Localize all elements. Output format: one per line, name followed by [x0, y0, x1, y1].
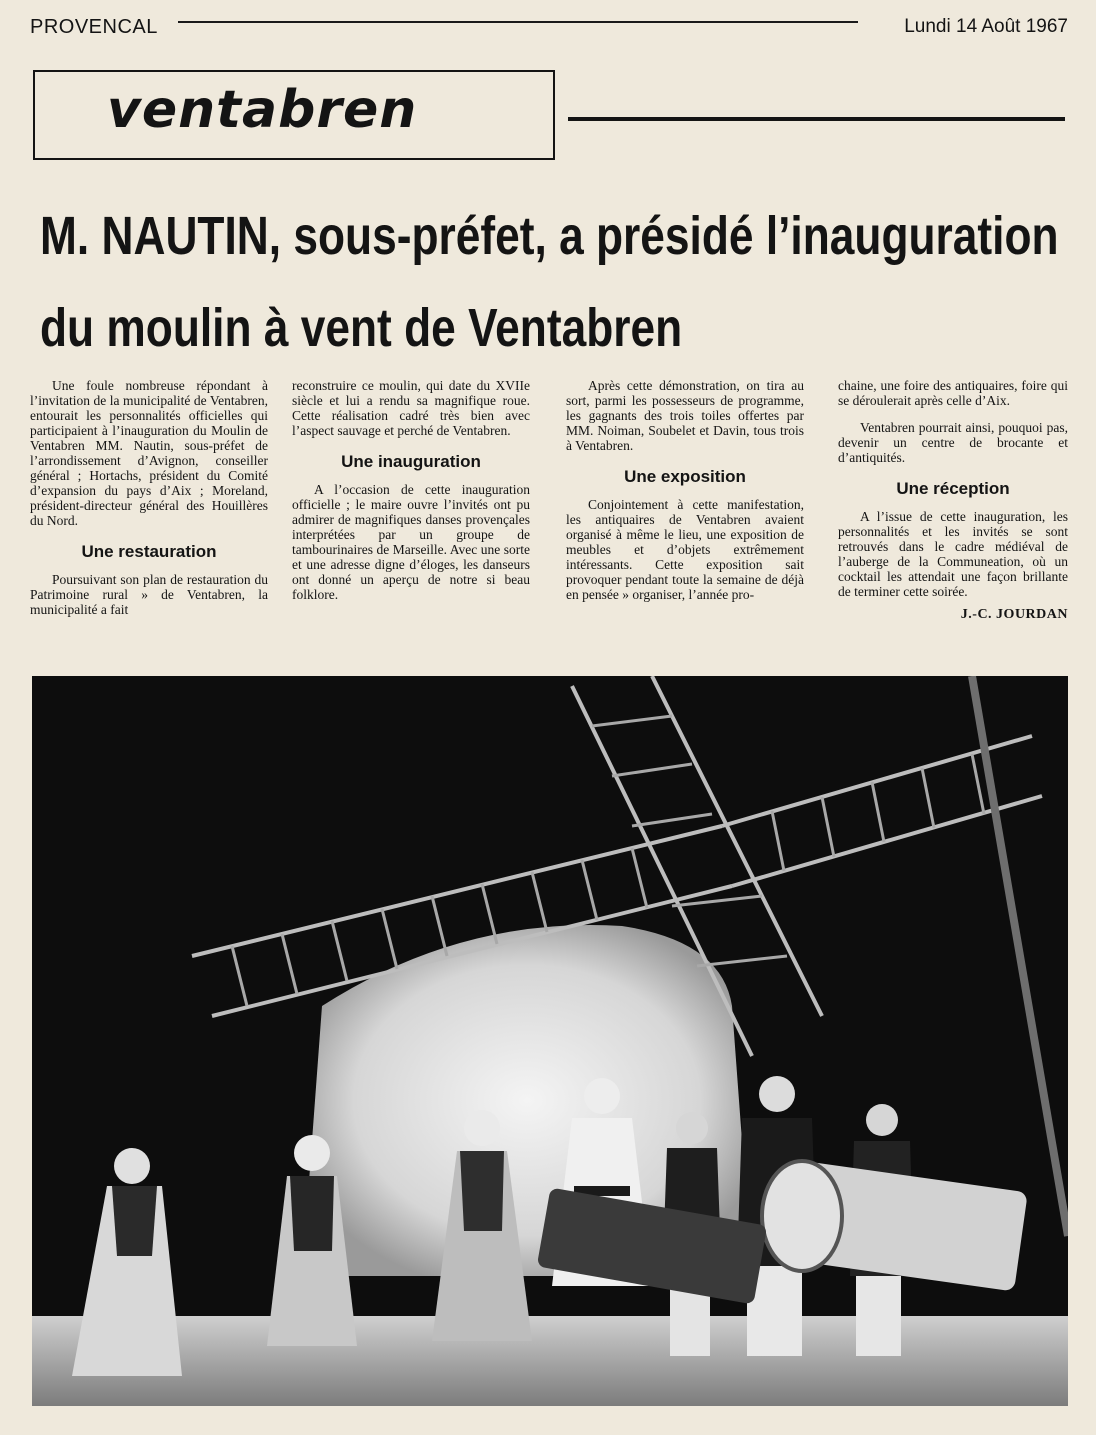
- headline-line-2: du moulin à vent de Ventabren: [40, 298, 683, 358]
- paragraph: Une foule nombreuse répondant à l’invitation de la municipalité de Ventabren, entourait les personnalités officielles qui participaient à l’inauguration du Moulin de Ventabren MM. Nautin, sous-préfet de l’arrondissement d’Avignon, conseiller général ; Hortachs, président du Comité d’expansion du pays d’Aix ; Moreland, président-directeur général des Houillères du Nord.: [30, 378, 268, 528]
- paragraph: Conjointement à cette manifestation, les antiquaires de Ventabren avaient organisé à même le lieu, une exposition de meubles et d’objets extrêmement intéressants. Cette exposition sait provoquer pendant toute la semaine de déjà en pensée » organiser, l’année pro-: [566, 497, 804, 602]
- issue-date: Lundi 14 Août 1967: [904, 16, 1068, 37]
- byline: J.-C. JOURDAN: [960, 607, 1068, 622]
- paragraph: Ventabren pourrait ainsi, pouquoi pas, devenir un centre de brocante et d’antiquités.: [838, 420, 1068, 465]
- paragraph: Poursuivant son plan de restauration du Patrimoine rural » de Ventabren, la municipalité a fait: [30, 572, 268, 617]
- subheading-restauration: Une restauration: [81, 542, 217, 561]
- paragraph: A l’issue de cette inauguration, les personnalités et les invités se sont retrouvés dans le cadre médiéval de l’auberge de la Communeation, où un cocktail les attendait une façon brillante de terminer cette soirée.: [838, 509, 1068, 599]
- paragraph: reconstruire ce moulin, qui date du XVIIe siècle et lui a rendu sa magnifique roue. Cette réalisation cadré très bien avec l’aspect sauvage et perché de Ventabren.: [292, 378, 530, 438]
- subheading-exposition: Une exposition: [624, 467, 746, 486]
- masthead: [30, 14, 1068, 42]
- column-2: [292, 378, 530, 602]
- headline-line-1: M. NAUTIN, sous-préfet, a présidé l’inauguration: [40, 206, 1059, 266]
- photo-illustration: [32, 676, 1068, 1406]
- column-3: [566, 378, 804, 602]
- masthead-rule: [178, 21, 858, 23]
- section-title-box: [33, 70, 555, 160]
- subheading-inauguration: Une inauguration: [341, 452, 481, 471]
- section-rule: [568, 117, 1065, 121]
- paragraph: chaine, une foire des antiquaires, foire qui se déroulerait après celle d’Aix.: [838, 378, 1068, 408]
- column-1: [30, 378, 268, 617]
- subheading-reception: Une réception: [896, 479, 1010, 498]
- paragraph: Après cette démonstration, on tira au sort, parmi les possesseurs de programme, les gagnants des trois toiles offertes par MM. Noiman, Soubelet et Davin, tous trois à Ventabren.: [566, 378, 804, 453]
- section-title: ventabren: [107, 80, 418, 140]
- headline: [40, 190, 1059, 374]
- paragraph: A l’occasion de cette inauguration officielle ; le maire ouvre l’invités ont pu admirer de magnifiques danses provençales interprétées par un groupe de tambourinaires de Marseille. Avec une sorte et une adresse digne d’éloges, les danseurs ont donné un aperçu de notre si beau folklore.: [292, 482, 530, 602]
- column-4: [838, 378, 1068, 622]
- stage: [32, 1316, 1068, 1406]
- newspaper-name: PROVENCAL: [30, 16, 158, 38]
- photo-windmill-dancers: [32, 676, 1068, 1406]
